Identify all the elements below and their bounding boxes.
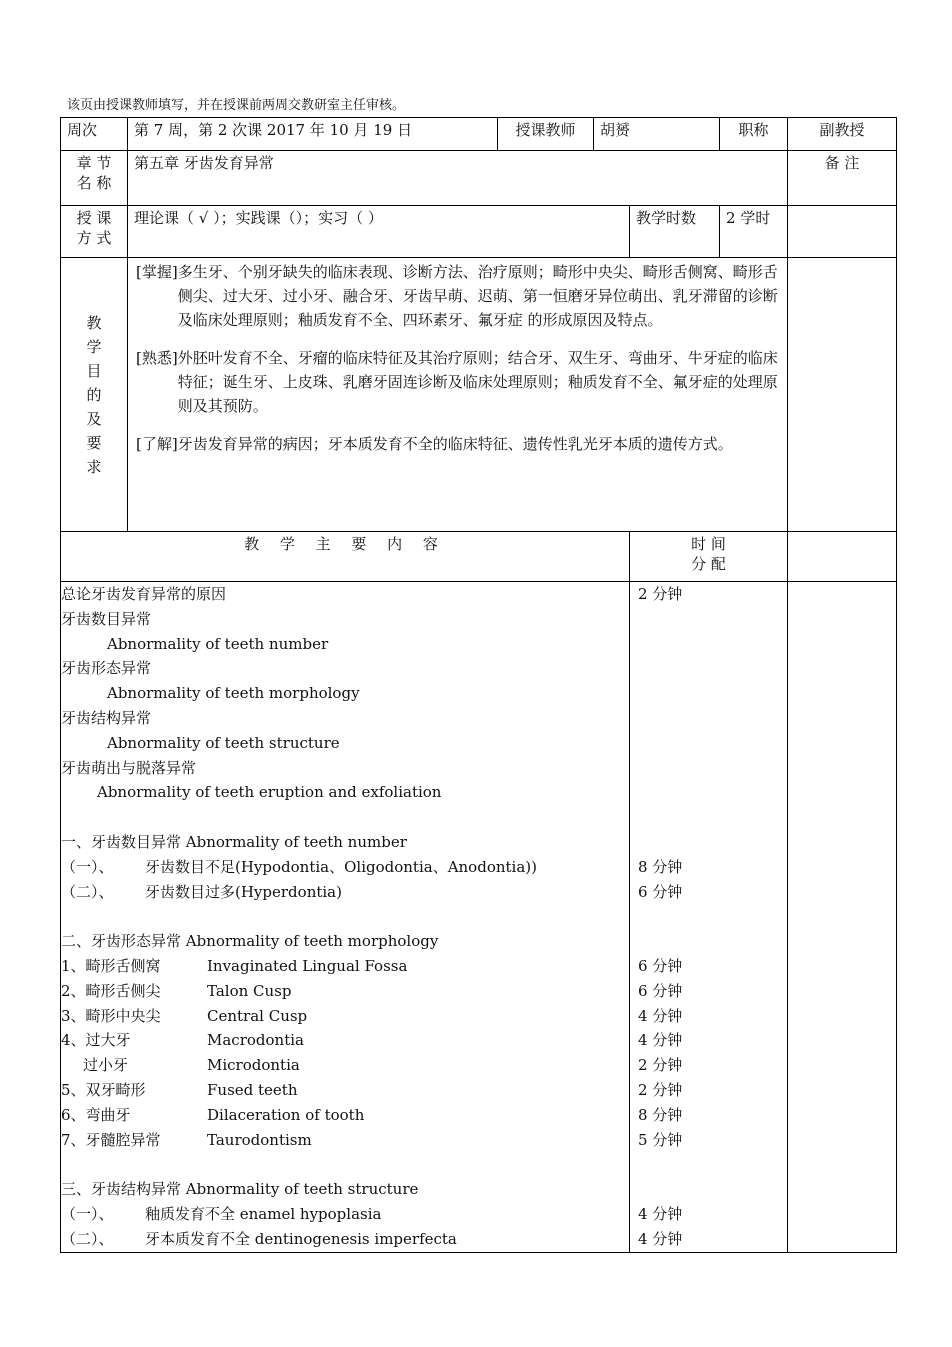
objectives-label-char: 教 — [86, 313, 102, 332]
chapter-label-line1: 章 节 — [76, 154, 112, 172]
objective-understand — [136, 432, 779, 456]
hours-value: 2 学时 — [720, 206, 788, 258]
objectives-remark — [788, 258, 897, 532]
content-line — [61, 1227, 629, 1252]
objective-familiar — [136, 346, 779, 418]
item-text: 牙本质发育不全 dentinogenesis imperfecta — [145, 1229, 457, 1248]
time-value: 6 分钟 — [638, 882, 683, 901]
objectives-row — [61, 258, 897, 532]
method-row — [61, 206, 897, 258]
time-header — [630, 532, 788, 582]
method-label — [61, 206, 128, 258]
method-value: 理论课（ √ ）；实践课（）；实习（ ） — [128, 206, 630, 258]
content-line: 牙齿萌出与脱落异常 — [61, 758, 197, 777]
content-line: Abnormality of teeth structure — [107, 733, 340, 752]
content-line — [61, 880, 629, 905]
teacher-value: 胡赟 — [594, 118, 720, 151]
objective-text: 外胚叶发育不全、牙瘤的临床特征及其治疗原则；结合牙、双生牙、弯曲牙、牛牙症的临床特征；诞生牙、上皮珠、乳磨牙固连诊断及临床处理原则；釉质发育不全、氟牙症的处理原则及其预防。 — [177, 349, 778, 415]
item-cn: 3、畸形中央尖 — [61, 1006, 161, 1025]
method-label-line1: 授 课 — [76, 209, 112, 227]
spacer — [61, 1152, 629, 1177]
chapter-row — [61, 151, 897, 206]
spacer — [61, 805, 629, 830]
objective-tag: [了解] — [136, 435, 178, 453]
item-text: 釉质发育不全 enamel hypoplasia — [145, 1204, 382, 1223]
item-en: Taurodontism — [207, 1130, 312, 1149]
content-line — [61, 1004, 629, 1029]
content-body — [61, 582, 630, 1253]
item-cn: 7、牙髓腔异常 — [61, 1130, 161, 1149]
week-label: 周次 — [61, 118, 128, 151]
content-line — [61, 855, 629, 880]
chapter-label-line2: 名 称 — [76, 174, 112, 192]
chapter-label — [61, 151, 128, 206]
item-prefix: （二）、 — [61, 882, 114, 901]
content-line: 牙齿形态异常 — [61, 659, 152, 678]
objectives-label-char: 目 — [86, 361, 102, 380]
item-text: 牙齿数目不足(Hypodontia、Oligodontia、Anodontia)) — [145, 857, 537, 876]
item-en: Fused teeth — [207, 1080, 298, 1099]
time-value: 4 分钟 — [638, 1006, 683, 1025]
time-value: 6 分钟 — [638, 956, 683, 975]
item-cn: 4、过大牙 — [61, 1031, 131, 1050]
section-title: 二、牙齿形态异常 Abnormality of teeth morphology — [61, 932, 439, 951]
item-prefix: （二）、 — [61, 1229, 114, 1248]
lesson-plan-table — [60, 117, 897, 1253]
item-prefix: （一）、 — [61, 1204, 114, 1223]
content-header-remark — [788, 532, 897, 582]
item-cn: 6、弯曲牙 — [61, 1105, 131, 1124]
time-value: 8 分钟 — [638, 1105, 683, 1124]
spacer — [61, 904, 629, 929]
top-note: 该页由授课教师填写，并在授课前两周交教研室主任审核。 — [67, 98, 406, 113]
content-line — [61, 1103, 629, 1128]
content-line: Abnormality of teeth number — [107, 634, 329, 653]
item-cn: 5、双牙畸形 — [61, 1080, 146, 1099]
objectives-label-char: 及 — [86, 409, 102, 428]
time-value: 4 分钟 — [638, 1229, 683, 1248]
time-value: 5 分钟 — [638, 1130, 683, 1149]
content-line: 牙齿结构异常 — [61, 708, 152, 727]
content-line — [61, 1028, 629, 1053]
objectives-label-char: 的 — [86, 385, 102, 404]
method-remark — [788, 206, 897, 258]
content-line — [61, 954, 629, 979]
hours-label: 教学时数 — [630, 206, 720, 258]
content-line — [61, 979, 629, 1004]
title-label: 职称 — [720, 118, 788, 151]
item-en: Invaginated Lingual Fossa — [207, 956, 408, 975]
content-body-row — [61, 582, 897, 1253]
time-value: 8 分钟 — [638, 857, 683, 876]
item-cn: 1、畸形舌侧窝 — [61, 956, 161, 975]
item-en: Microdontia — [207, 1056, 300, 1075]
item-prefix: （一）、 — [61, 857, 114, 876]
header-row — [61, 118, 897, 151]
content-line — [61, 1128, 629, 1153]
time-value: 6 分钟 — [638, 981, 683, 1000]
objectives-label-char: 求 — [86, 457, 102, 476]
section-title: 三、牙齿结构异常 Abnormality of teeth structure — [61, 1180, 419, 1199]
week-value: 第 7 周，第 2 次课 2017 年 10 月 19 日 — [128, 118, 498, 151]
time-value: 2 分钟 — [638, 1080, 683, 1099]
objectives-label — [61, 258, 128, 532]
content-line: 牙齿数目异常 — [61, 609, 152, 628]
item-cn: 2、畸形舌侧尖 — [61, 981, 161, 1000]
item-text: 牙齿数目过多(Hyperdontia) — [145, 882, 342, 901]
time-header-line1: 时 间 — [691, 535, 726, 553]
time-value: 2 分钟 — [638, 585, 683, 603]
objective-master — [136, 260, 779, 332]
content-line — [61, 1202, 629, 1227]
section-title: 一、牙齿数目异常 Abnormality of teeth number — [61, 832, 407, 851]
chapter-name: 第五章 牙齿发育异常 — [128, 151, 788, 206]
teacher-label: 授课教师 — [498, 118, 594, 151]
time-value: 4 分钟 — [638, 1204, 683, 1223]
item-en: Talon Cusp — [207, 981, 292, 1000]
item-en: Macrodontia — [207, 1031, 304, 1050]
title-value: 副教授 — [788, 118, 897, 151]
content-line — [61, 1078, 629, 1103]
item-cn: 过小牙 — [83, 1056, 129, 1075]
method-label-line2: 方 式 — [76, 229, 112, 247]
objective-text: 牙齿发育异常的病因；牙本质发育不全的临床特征、遗传性乳光牙本质的遗传方式。 — [177, 435, 733, 453]
item-en: Central Cusp — [207, 1006, 308, 1025]
content-line: Abnormality of teeth eruption and exfoliation — [97, 783, 442, 802]
content-line — [61, 1053, 629, 1078]
objective-tag: [掌握] — [136, 263, 178, 281]
item-en: Dilaceration of tooth — [207, 1105, 365, 1124]
objectives-content — [128, 258, 788, 532]
content-header-row — [61, 532, 897, 582]
content-remark — [788, 582, 897, 1253]
content-line: 总论牙齿发育异常的原因 — [61, 585, 227, 603]
objective-tag: [熟悉] — [136, 349, 178, 367]
time-value: 4 分钟 — [638, 1031, 683, 1050]
time-body — [630, 582, 788, 1253]
remark-label: 备 注 — [788, 151, 897, 206]
objective-text: 多生牙、个别牙缺失的临床表现、诊断方法、治疗原则；畸形中央尖、畸形舌侧窝、畸形舌侧尖、过大牙、过小牙、融合牙、牙齿早萌、迟萌、第一恒磨牙异位萌出、乳牙滞留的诊断及临床处理原则；釉质发育不全、四环素牙、氟牙症 的形成原因及特点。 — [177, 263, 778, 329]
objectives-label-char: 要 — [86, 433, 102, 452]
content-header: 教 学 主 要 内 容 — [61, 532, 630, 582]
objectives-label-char: 学 — [86, 337, 102, 356]
content-line: Abnormality of teeth morphology — [107, 684, 360, 703]
time-header-line2: 分 配 — [691, 555, 726, 573]
time-value: 2 分钟 — [638, 1056, 683, 1075]
